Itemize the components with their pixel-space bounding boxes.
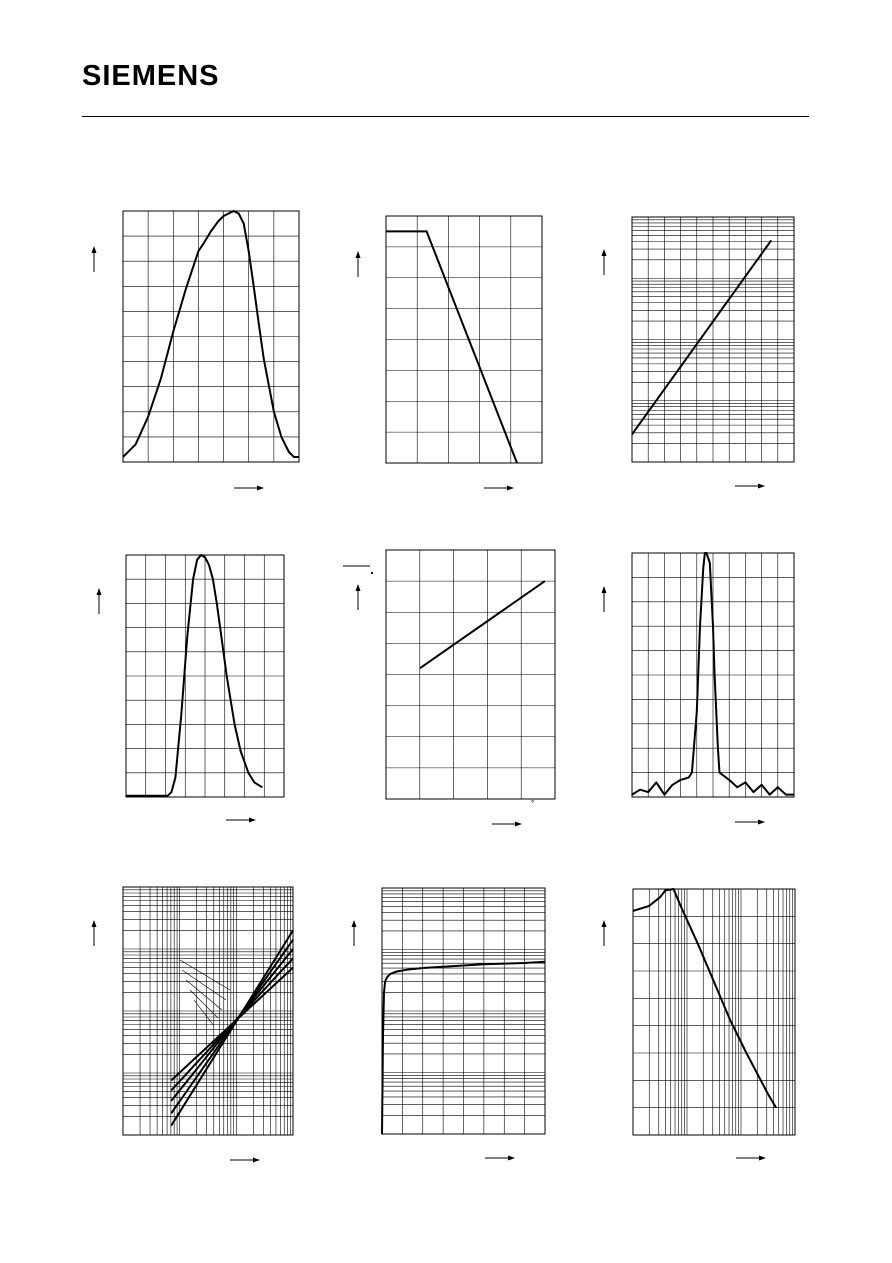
chart-c1 [92,211,300,491]
x-axis-arrowhead-icon [515,822,522,827]
siemens-logo: SIEMENS [82,60,220,92]
x-axis-arrowhead-icon [253,1158,260,1163]
chart-c9 [602,889,796,1161]
x-axis-arrowhead-icon [249,818,256,823]
series-line-1 [126,555,262,796]
y-axis-arrowhead-icon [352,920,357,927]
x-axis-arrowhead-icon [758,820,765,825]
y-axis-arrowhead-icon [356,251,361,258]
chart-c8 [352,888,546,1161]
x-axis-arrowhead-icon [758,484,765,489]
x-axis-arrowhead-icon [508,1156,515,1161]
series-line-5 [171,968,293,1081]
y-axis-arrowhead-icon [602,920,607,927]
degree-mark: ° [531,799,535,808]
chart-c4 [97,555,285,823]
series-line-1 [420,581,545,668]
x-axis-arrowhead-icon [507,486,514,491]
unit-dot [371,572,373,574]
x-axis-arrowhead-icon [257,486,264,491]
chart-c7 [92,887,294,1163]
chart-c5 [356,550,556,827]
x-axis-arrowhead-icon [759,1156,766,1161]
y-axis-arrowhead-icon [92,920,97,927]
chart-c2 [356,216,543,491]
chart-c3 [602,217,795,489]
series-line-1 [386,231,517,463]
series-line-1 [123,211,299,457]
y-axis-arrowhead-icon [602,586,607,593]
series-line-1 [632,240,771,434]
leader-lines [180,960,230,1026]
y-axis-arrowhead-icon [92,246,97,253]
y-axis-arrowhead-icon [356,584,361,591]
chart-c6 [602,553,795,825]
leader-line [186,980,222,1010]
y-axis-arrowhead-icon [602,249,607,256]
y-axis-arrowhead-icon [97,588,102,595]
